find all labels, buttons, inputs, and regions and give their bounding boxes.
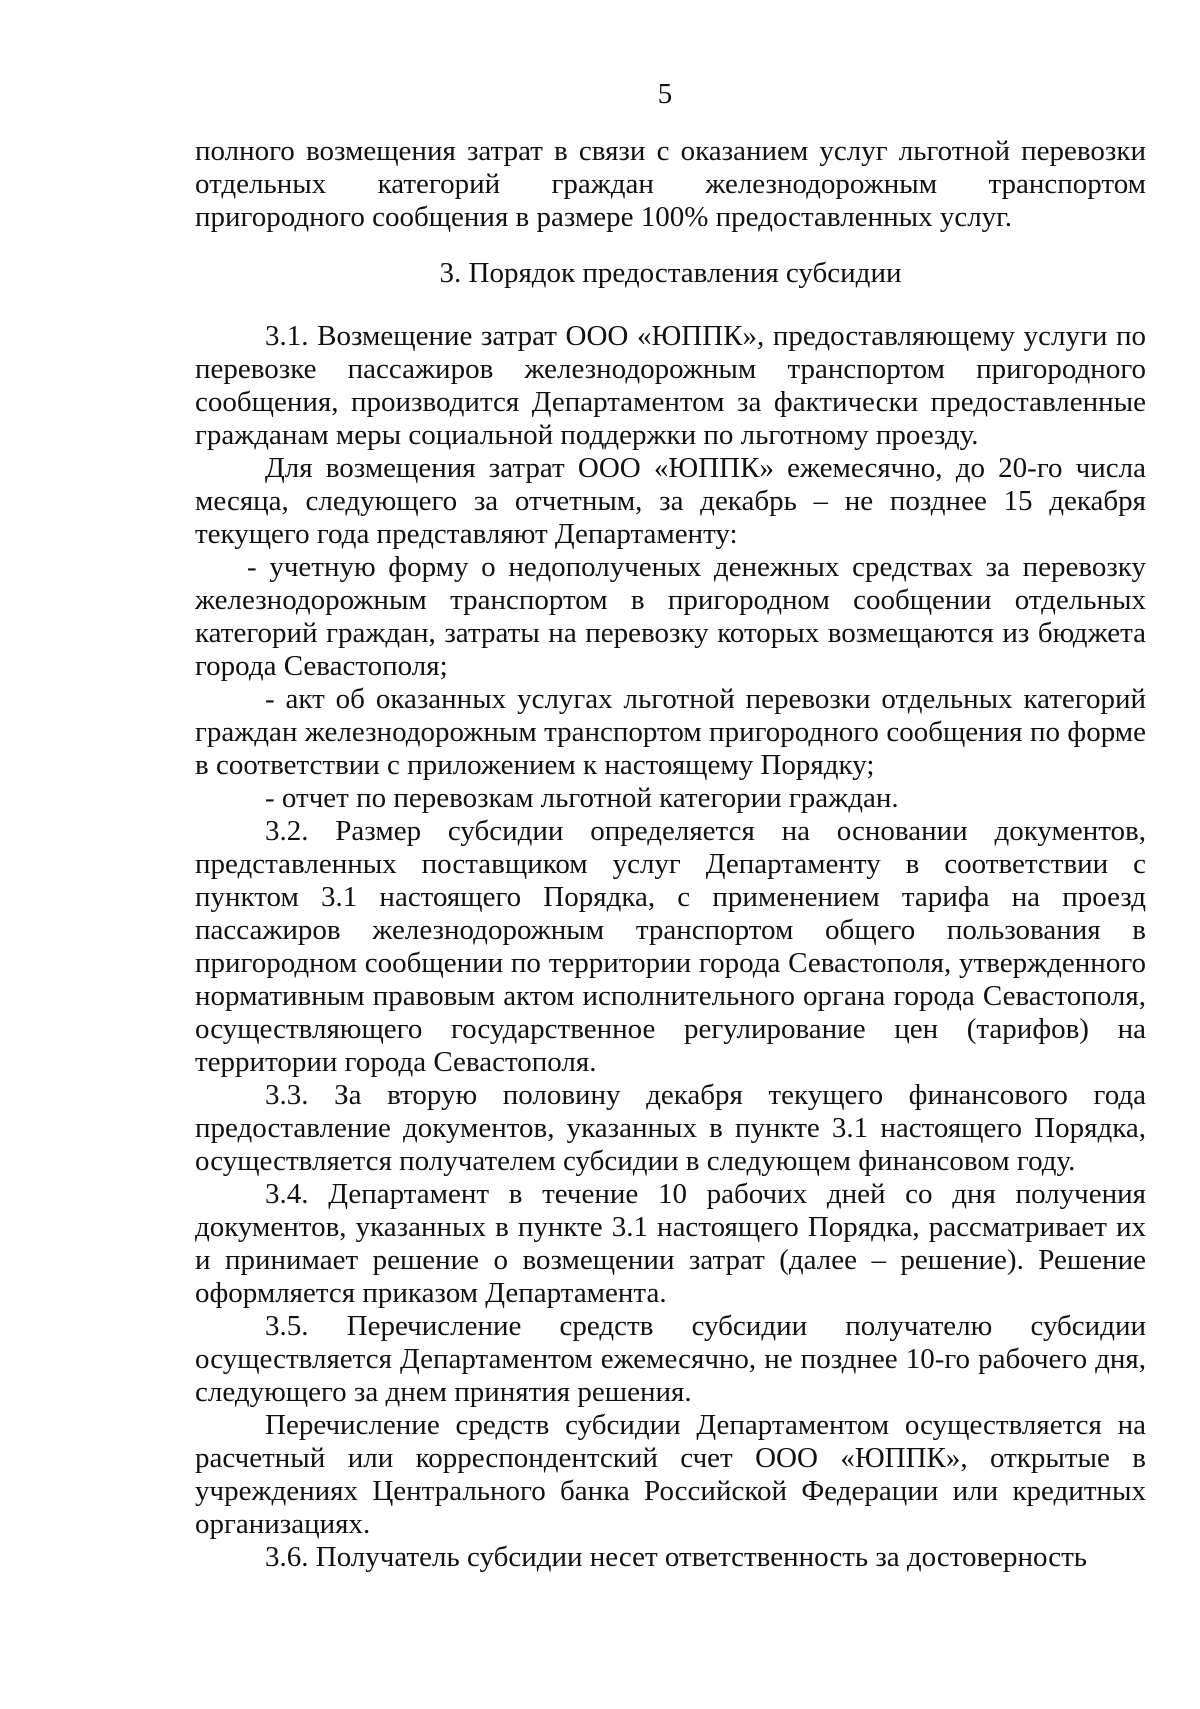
list-item-report: - отчет по перевозкам льготной категории граждан. bbox=[265, 782, 899, 814]
paragraph-3-2: 3.2. Размер субсидии определяется на основании документов, представленных поставщиком услуг Департаменту в соответствии с пунктом 3.1 настоящего Порядка, с применением тарифа на проезд пассажиров железнодорожным транспортом общего пользования в пригородном сообщении по территории города Севастополя, утвержденного нормативным правовым актом исполнительного органа города Севастополя, осуществляющего государственное регулирование цен (тарифов) на территории города Севастополя. bbox=[195, 815, 1146, 1078]
list-item-act: - акт об оказанных услугах льготной перевозки отдельных категорий граждан железнодорожным транспортом пригородного сообщения по форме в соответствии с приложением к настоящему Порядку; bbox=[195, 683, 1146, 781]
paragraph-3-3: 3.3. За вторую половину декабря текущего финансового года предоставление документов, указанных в пункте 3.1 настоящего Порядка, осуществляется получателем субсидии в следующем финансовом году. bbox=[195, 1079, 1146, 1177]
paragraph-3-5: 3.5. Перечисление средств субсидии получателю субсидии осуществляется Департаментом ежемесячно, не позднее 10-го рабочего дня, следующего за днем принятия решения. bbox=[195, 1310, 1146, 1408]
paragraph-3-4: 3.4. Департамент в течение 10 рабочих дней со дня получения документов, указанных в пункте 3.1 настоящего Порядка, рассматривает их и принимает решение о возмещении затрат (далее – решение). Решение оформляется приказом Департамента. bbox=[195, 1178, 1146, 1309]
paragraph-transfer: Перечисление средств субсидии Департаментом осуществляется на расчетный или корреспондентский счет ООО «ЮППК», открытые в учреждениях Центрального банка Российской Федерации или кредитных организациях. bbox=[195, 1409, 1146, 1540]
section-heading: 3. Порядок предоставления субсидии bbox=[439, 257, 902, 289]
paragraph-continuation: полного возмещения затрат в связи с оказанием услуг льготной перевозки отдельных категорий граждан железнодорожным транспортом пригородного сообщения в размере 100% предоставленных услуг. bbox=[195, 135, 1146, 233]
page-number: 5 bbox=[657, 78, 673, 110]
paragraph-3-6: 3.6. Получатель субсидии несет ответственность за достоверность bbox=[265, 1541, 1087, 1573]
list-item-accounting-form: - учетную форму о недополученых денежных средствах за перевозку железнодорожным транспортом в пригородном сообщении отдельных категорий граждан, затраты на перевозку которых возмещаются из бюджета города Севастополя; bbox=[195, 551, 1146, 682]
document-body bbox=[195, 135, 1146, 1574]
paragraph-documents-intro: Для возмещения затрат ООО «ЮППК» ежемесячно, до 20-го числа месяца, следующего за отчетным, за декабрь – не позднее 15 декабря текущего года представляют Департаменту: bbox=[195, 452, 1146, 550]
paragraph-3-1: 3.1. Возмещение затрат ООО «ЮППК», предоставляющему услуги по перевозке пассажиров железнодорожным транспортом пригородного сообщения, производится Департаментом за фактически предоставленные гражданам меры социальной поддержки по льготному проезду. bbox=[195, 320, 1146, 451]
